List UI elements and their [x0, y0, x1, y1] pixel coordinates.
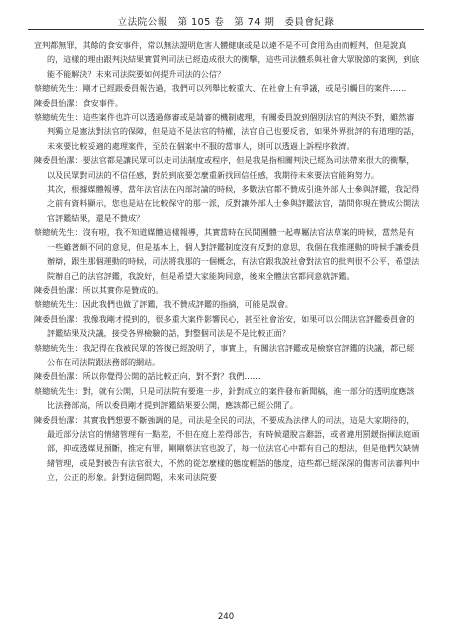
- header-rule: [28, 29, 424, 30]
- speech-paragraph: 蔡總統先生：剛才已經跟委員報告過，我們可以列舉比較重大、在社會上有爭議，或是引觸目的案件……: [34, 83, 407, 94]
- text-paragraph: 其次，根據媒體報導，當年法官法在內部討論的時候，多數法官都不贊成引進外部人士參與評鑑，我記得之前有資料顯示，您也是站在比較保守的那一派，反對讓外部人士參與評鑑法官，請問你現在贊成公開法官評鑑結果，還是不贊成？: [47, 184, 420, 223]
- page-number: 240: [217, 612, 235, 622]
- speech-paragraph: 蔡總統先生：沒有啦，我不知道媒體這樣報導，其實當時在民間團體一起專屬法官法草案的時候，當然是有一些雖著頗不同的意見，但是基本上，個人對評鑑制度沒有反對的意思，我個在我推運動的時候手讓委員辦辯，跟生那個運動的時候，司法將我那的一個概念，有法官跟我說社會對法官的批判很不公平，希望法院辦自己的法官評鑑，我說好，但是希望大家能夠同意，後來全體法官都同意就評鑑。: [34, 227, 420, 281]
- speech-paragraph: 蔡總統先生：對，就有公開，只是司法院有要進一步，針對成立的案件發布新聞稿，進一部分的透明度應該比法務部高，所以委員剛才提到評鑑結果要公開，應該都已經公開了。: [34, 385, 415, 411]
- document-body: [34, 38, 420, 485]
- speech-paragraph: 陳委員怡潔：我像我剛才提到的，很多重大案件影響民心，甚至社會治安，如果可以公開法官評鑑委員會的評鑑結果及決議，接受各界檢驗的話，對整個司法是不是比較正面？: [34, 313, 415, 339]
- page-header: [0, 14, 452, 28]
- speech-paragraph: 陳委員怡潔：食安事件。: [34, 97, 124, 108]
- speech-paragraph: 陳委員怡潔：要法官都是讓民眾可以走司法制度或程序，但是我是指相關判決已經為司法帶來很大的衝擊，以及民眾對司法的不信任感，對於到底要怎麼重新找回信任感，我期待未來要法官能夠努力。: [34, 155, 415, 180]
- speech-paragraph: 陳委員怡潔：其實我們想要不斷強調的是，司法是全民的司法，不要成為法律人的司法，這是大家期待的，最近部分法官的情緒管理有一點差，不但在庭上差得部告，有時候還脫言辭語，或者違用罰鍰指揮法庭頭部，抑或透媒見預斷，推定有罪，剛剛蔡法官也說了，每一位法官心中都有自己的想法，但是他們欠缺情緒管理，或是對被告有法官很大，不然的從怎麼樣的態度輕語的態度，這些都已經深深的傷害司法審判中立，公正的形象。針對這個問題，未來司法院要: [34, 414, 420, 483]
- speech-paragraph: 蔡總統先生：因此我們也做了評鑑，我不贊成評鑑的指摘，可能是誤會。: [34, 299, 294, 310]
- text-paragraph: 宣判都無罪，其餘的食安事件，常以無法證明危害人體健康或是以違不是不可食用為由而輕判，但是說真的，這樣的理由跟判決結果實質判司法已經造成很大的衝擊，這些司法體系與社會大眾脫節的案例，到底能不能解決？未來司法院要如何提升司法的公信？: [34, 40, 420, 79]
- publication-title: 立法院公報 第 105 卷 第 74 期 委員會紀錄: [117, 17, 335, 28]
- speech-paragraph: 陳委員怡潔：所以你覺得公開的話比較正向，對不對？我們……: [34, 371, 261, 382]
- speech-paragraph: 蔡總統先生：這些案件也許可以透過修審或是請審的機制處理，有關委員說到個別法官的判決不對，雖然審判獨立是憲法對法官的保障，但是這不是法官的特權，法官自己也要反省，如果外界批評的有道理的話，未來要比較妥適的處理案件，至於在個案中不服的當事人，則可以透過上訴程序救濟。: [34, 112, 420, 151]
- speech-paragraph: 陳委員怡潔：所以其實你是贊成的。: [34, 284, 164, 295]
- speech-paragraph: 蔡總統先生：我記得在我被民眾的答復已經說明了，事實上，有關法官評鑑或是檢察官評鑑的決議，都已經公布在司法院跟法務部的網站。: [34, 342, 415, 367]
